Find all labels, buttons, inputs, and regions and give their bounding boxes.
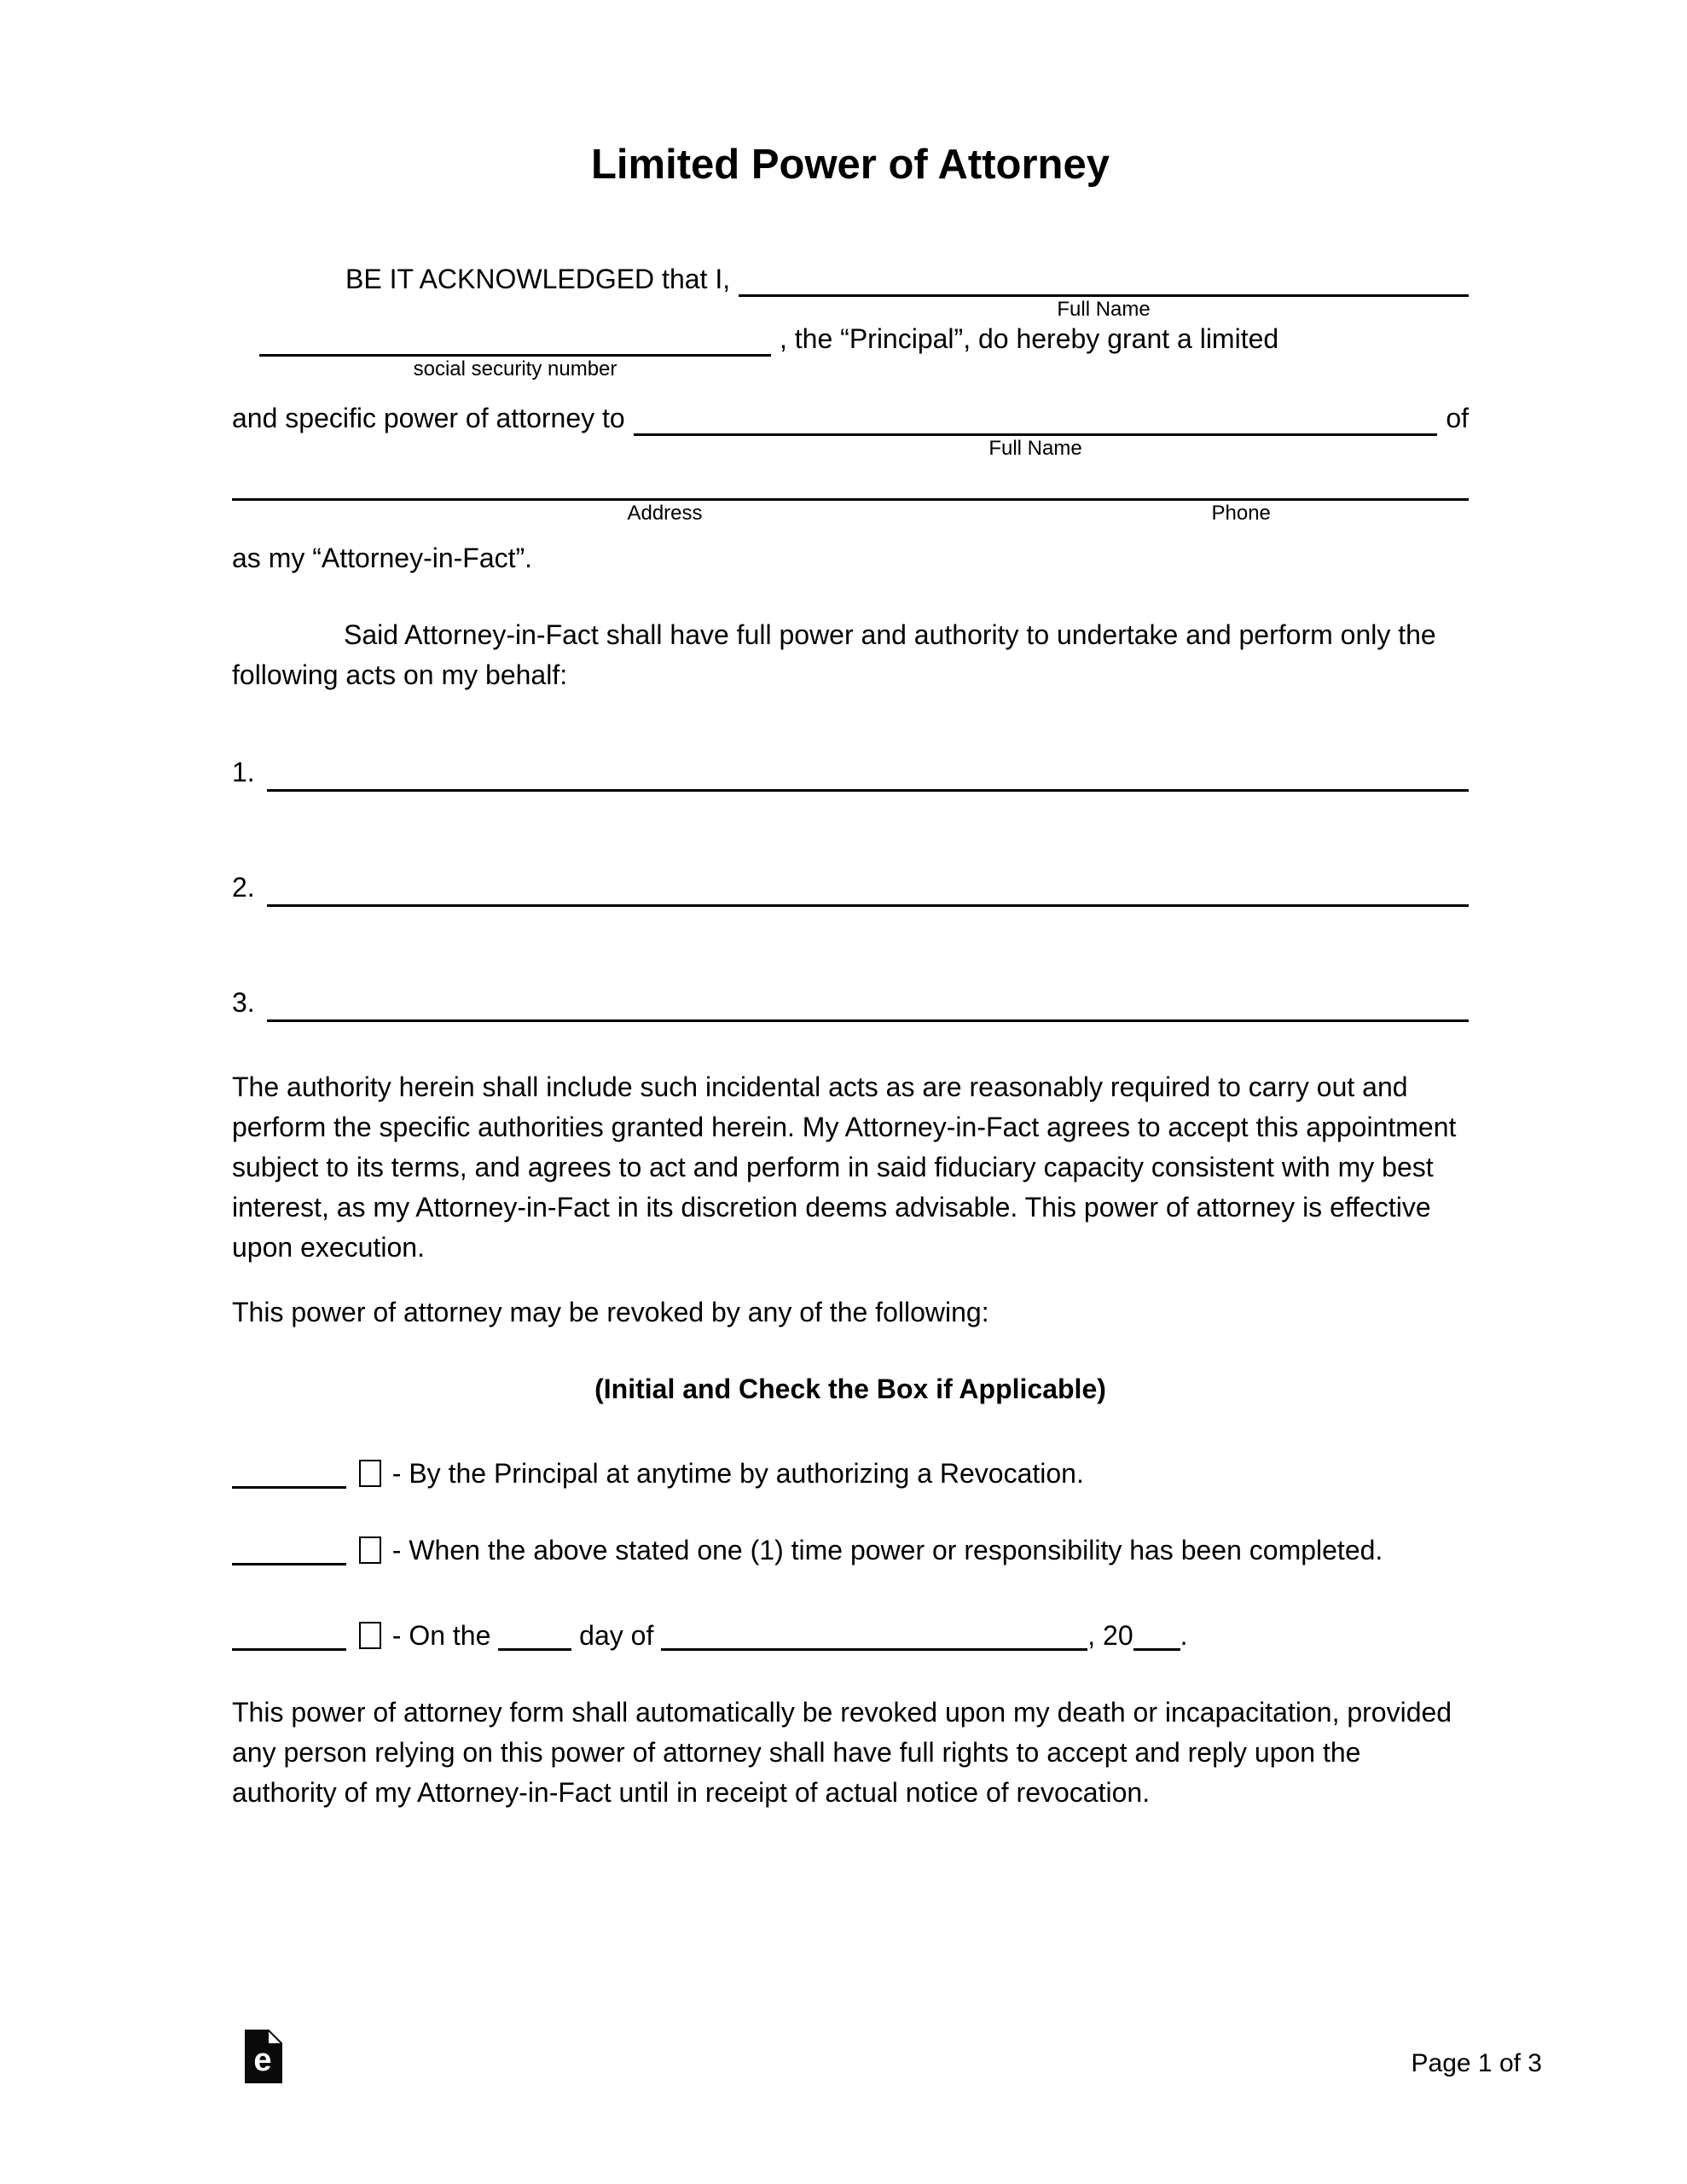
option-3-prefix: - On the xyxy=(391,1620,491,1651)
initials-field-1[interactable] xyxy=(232,1466,346,1489)
act-field-2[interactable] xyxy=(267,872,1469,907)
checkbox-revocation-by-principal[interactable] xyxy=(359,1460,381,1487)
principal-full-name-field[interactable] xyxy=(739,260,1469,321)
act-number-2: 2. xyxy=(232,872,255,903)
phone-label: Phone xyxy=(1211,502,1271,525)
act-number-3: 3. xyxy=(232,987,255,1018)
option-3-comma-20: , 20 xyxy=(1087,1620,1133,1651)
principal-full-name-label: Full Name xyxy=(1057,298,1151,321)
agent-full-name-field[interactable] xyxy=(634,399,1438,460)
month-field[interactable] xyxy=(661,1628,1087,1651)
act-line-1 xyxy=(232,752,1469,792)
page-number: Page 1 of 3 xyxy=(1411,2049,1542,2077)
eforms-logo-letter: e xyxy=(253,2042,272,2078)
principal-grant-text: , the “Principal”, do hereby grant a limited xyxy=(780,323,1279,354)
grant-to-text: and specific power of attorney to xyxy=(232,403,625,433)
option-1-text: - By the Principal at anytime by authorizing a Revocation. xyxy=(391,1458,1084,1489)
attorney-in-fact-line xyxy=(232,537,1469,578)
intro-section xyxy=(232,258,1469,578)
initial-check-instruction: (Initial and Check the Box if Applicable) xyxy=(594,1374,1106,1404)
eforms-logo-icon xyxy=(245,2030,282,2083)
revocation-intro-paragraph: This power of attorney may be revoked by any of the following: xyxy=(232,1297,989,1327)
document-title: Limited Power of Attorney xyxy=(590,142,1110,188)
day-field[interactable] xyxy=(498,1628,571,1651)
authority-intro-paragraph: Said Attorney-in-Fact shall have full power and authority to undertake and perform only the following acts on my behalf: xyxy=(232,619,1436,690)
act-line-3 xyxy=(232,983,1469,1022)
address-phone-field[interactable] xyxy=(232,464,1469,525)
checkbox-revoke-on-date[interactable] xyxy=(359,1622,381,1649)
revocation-option-completed xyxy=(232,1530,1469,1571)
address-label: Address xyxy=(627,502,703,525)
address-phone-line xyxy=(232,462,1469,525)
act-field-3[interactable] xyxy=(267,987,1469,1022)
social-security-number-field[interactable] xyxy=(259,320,771,380)
of-text: of xyxy=(1446,403,1469,433)
act-field-1[interactable] xyxy=(267,757,1469,792)
option-3-period: . xyxy=(1180,1620,1188,1651)
act-line-2 xyxy=(232,868,1469,907)
automatic-revocation-paragraph: This power of attorney form shall automatically be revoked upon my death or incapacitation, provided any person relying on this power of attorney shall have full rights to accept and reply upon the authority of my Attorney-in-Fact until in receipt of actual notice of revocation. xyxy=(232,1697,1452,1808)
ssn-line xyxy=(232,318,1469,380)
agent-full-name-label: Full Name xyxy=(988,437,1082,460)
revocation-option-date xyxy=(232,1615,1469,1657)
incidental-acts-paragraph: The authority herein shall include such incidental acts as are reasonably required to carry out and perform the specific authorities granted herein. My Attorney-in-Fact agrees to accept this appointment subject to its terms, and agrees to act and perform in said fiduciary capacity consistent with my best interest, as my Attorney-in-Fact in its discretion deems advisable. This power of attorney is effective upon execution. xyxy=(232,1072,1457,1263)
year-field[interactable] xyxy=(1133,1628,1180,1651)
acknowledgement-text: BE IT ACKNOWLEDGED that I, xyxy=(345,264,731,294)
agent-line xyxy=(232,398,1469,460)
option-3-day-of: day of xyxy=(579,1620,654,1651)
acknowledgement-line xyxy=(232,258,1469,321)
social-security-number-label: social security number xyxy=(413,357,617,380)
acts-list xyxy=(232,752,1469,1022)
initials-field-3[interactable] xyxy=(232,1628,346,1651)
act-number-1: 1. xyxy=(232,757,255,787)
initials-field-2[interactable] xyxy=(232,1542,346,1565)
attorney-in-fact-text: as my “Attorney-in-Fact”. xyxy=(232,543,533,573)
checkbox-power-completed[interactable] xyxy=(359,1536,381,1564)
option-2-text: - When the above stated one (1) time power or responsibility has been completed. xyxy=(391,1535,1383,1565)
revocation-option-principal xyxy=(232,1453,1469,1495)
